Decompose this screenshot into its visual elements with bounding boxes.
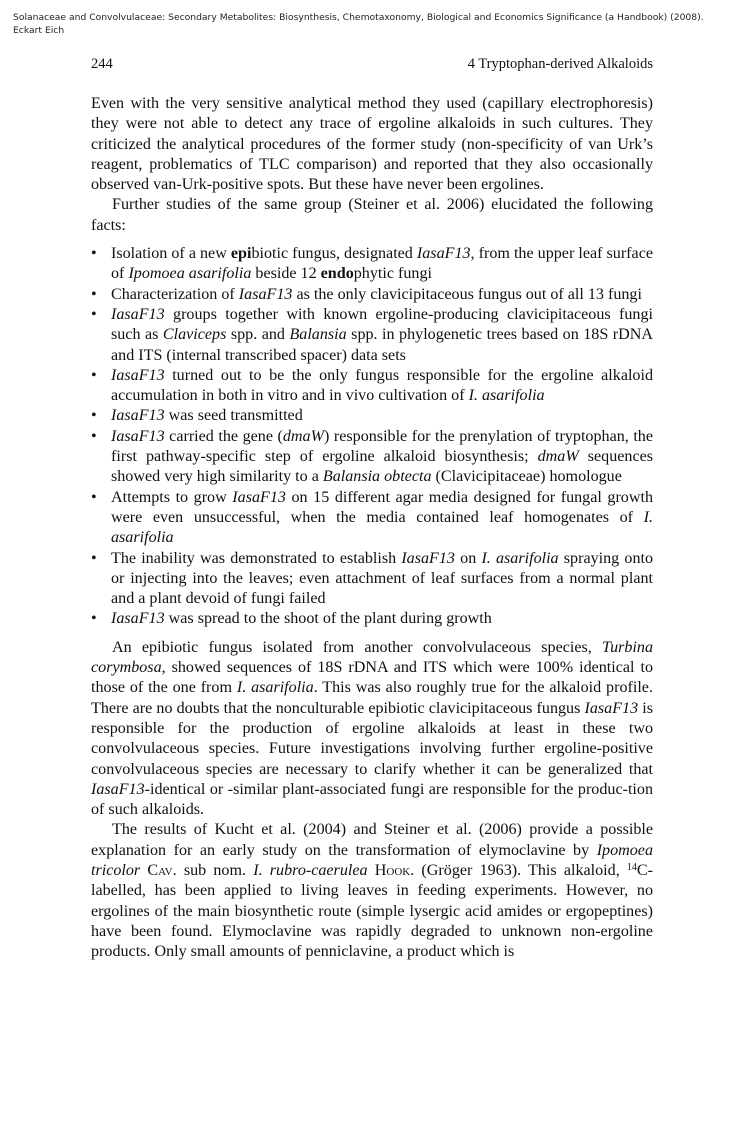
italic-term: IasaF13 xyxy=(416,245,471,263)
text-run: beside 12 xyxy=(251,265,321,283)
text-run: biotic fungus, designated xyxy=(251,245,417,263)
italic-term: IasaF13 xyxy=(111,407,165,425)
italic-term: dmaW xyxy=(282,427,324,445)
italic-term: Balansia obtecta xyxy=(322,468,432,486)
bullet-marker: • xyxy=(91,245,97,263)
text-run: as the only clavicipitaceous fungus out of all 13 fungi xyxy=(292,285,642,303)
text-run: An epibiotic fungus isolated from another convolvulaceous species, xyxy=(112,638,603,656)
chapter-title: 4 Tryptophan-derived Alkaloids xyxy=(467,56,653,72)
text-run: (Gröger 1963). This alkaloid, xyxy=(414,861,627,879)
text-run: spp. in phylogenetic trees based on 18S rDNA and ITS (internal transcribed spacer) data sets xyxy=(111,326,654,364)
bullet-marker: • xyxy=(91,427,97,445)
bullet-marker: • xyxy=(91,610,97,628)
paragraph-3 xyxy=(91,638,653,821)
bullet-marker: • xyxy=(91,366,97,384)
italic-term: IasaF13 xyxy=(584,699,639,717)
paragraph-1: Even with the very sensitive analytical method they used (capillary electrophoresis) they were not able to detect any trace of ergoline alkaloids in such cultures. They criticized the analytical procedures of the former study (non-specificity of van Urk’s reagent, problematics of TLC comparison) and reported that they also occasionally observed van-Urk-positive spots. But these have never been ergolines. xyxy=(91,95,653,194)
text-run: was seed transmitted xyxy=(164,407,303,425)
list-item xyxy=(91,406,653,426)
page-body xyxy=(91,94,653,962)
text-run xyxy=(368,862,375,879)
list-item xyxy=(91,244,653,285)
italic-term: I. asarifolia xyxy=(481,549,559,567)
bullet-marker: • xyxy=(91,488,97,506)
italic-term: IasaF13 xyxy=(111,366,165,384)
bullet-marker: • xyxy=(91,285,97,303)
text-run: The inability was demonstrated to establish xyxy=(111,549,402,567)
text-run: (Clavicipitaceae) homologue xyxy=(431,468,622,486)
text-run: C-labelled, has been applied to living leaves in feeding experiments. However, no ergolines of the main biosynthetic route (simple lysergic acid amides or ergopeptines) have been found. Elymoclavine was rapidly degraded to unknown non-ergoline products. Only small amounts of penniclavine, a product which is xyxy=(91,861,654,961)
list-item xyxy=(91,427,653,488)
text-run: ) responsible for the prenylation of tryptophan, the first pathway-specific step of ergoline alkaloid biosynthesis; xyxy=(111,427,653,466)
facts-list xyxy=(91,244,653,630)
paragraph-4 xyxy=(91,820,653,962)
text-run: , showed sequences of 18S rDNA and ITS which were 100% identical to those of the one from xyxy=(91,659,653,697)
text-run: was spread to the shoot of the plant during growth xyxy=(164,610,492,628)
italic-term: Balansia xyxy=(289,326,347,344)
text-run: phytic fungi xyxy=(353,265,432,283)
italic-term: IasaF13 xyxy=(232,488,286,506)
bold-term: endo xyxy=(320,265,354,283)
bullet-marker: • xyxy=(91,407,97,425)
page-number: 244 xyxy=(91,56,113,72)
bold-term: epi xyxy=(230,245,252,263)
text-run: turned out to be the only fungus responsible for the ergoline alkaloid accumulation in both in vitro and in vivo cultivation of xyxy=(111,366,653,405)
text-run: Characterization of xyxy=(111,285,239,303)
text-run: spp. and xyxy=(226,326,290,344)
author-abbrev: Cav. xyxy=(147,861,177,879)
running-head xyxy=(91,55,653,73)
isotope-superscript: 14 xyxy=(626,861,637,873)
italic-term: IasaF13 xyxy=(401,549,455,567)
text-run: is responsible for the production of ergoline alkaloids at least in these two convolvulaceous species. Future investigations involving further ergoline-positive convolvulaceous species are necessary to clarify whether it can be generalized that xyxy=(91,699,653,778)
citation-line-2: Eckart Eich xyxy=(13,25,65,36)
italic-term: IasaF13 xyxy=(111,305,165,323)
text-run: on 15 different agar media designed for fungal growth were even unsuccessful, when the media contained leaf homogenates of xyxy=(111,488,653,526)
italic-term: Ipomoea tricolor xyxy=(91,841,653,879)
italic-term: Claviceps xyxy=(162,326,227,344)
list-item xyxy=(91,285,653,305)
italic-term: IasaF13 xyxy=(111,427,165,445)
italic-term: IasaF13 xyxy=(111,610,165,628)
list-item xyxy=(91,488,653,549)
italic-term: I. asarifolia xyxy=(236,679,314,697)
text-run: . This was also roughly true for the alkaloid profile. There are no doubts that the nonculturable epibiotic clavicipitaceous fungus xyxy=(91,679,653,717)
italic-term: Turbina corymbosa xyxy=(91,638,653,677)
text-run: -identical or -similar plant-associated fungi are responsible for the produc-tion of such alkaloids. xyxy=(91,780,653,819)
text-run: on xyxy=(454,549,482,567)
list-item xyxy=(91,609,653,629)
citation-header xyxy=(13,11,738,37)
text-run: , from the upper leaf surface of xyxy=(111,245,653,283)
text-run: sequences showed very high similarity to a xyxy=(111,448,653,486)
text-run: Isolation of a new xyxy=(111,245,231,263)
author-abbrev: Hook. xyxy=(374,861,415,879)
paragraph-2: Further studies of the same group (Steiner et al. 2006) elucidated the following facts: xyxy=(91,196,653,234)
italic-term: IasaF13 xyxy=(238,285,293,303)
list-item xyxy=(91,305,653,366)
bullet-marker: • xyxy=(91,305,97,323)
italic-term: I. asarifolia xyxy=(111,508,653,547)
italic-term: I. rubro-caerulea xyxy=(253,861,368,879)
italic-term: IasaF13 xyxy=(91,780,145,798)
italic-term: I. asarifolia xyxy=(468,387,545,405)
text-run: Attempts to grow xyxy=(111,488,233,506)
text-run: groups together with known ergoline-producing clavicipitaceous fungi such as xyxy=(111,305,653,344)
italic-term: Ipomoea asarifolia xyxy=(128,265,252,283)
citation-line-1: Solanaceae and Convolvulaceae: Secondary Metabolites: Biosynthesis, Chemotaxonomy, Biological and Economics Significance (a Handbook) (2008). xyxy=(13,12,704,23)
list-item xyxy=(91,366,653,407)
text-run: sub nom. xyxy=(176,861,254,879)
list-item xyxy=(91,549,653,610)
text-run: spraying onto or injecting into the leaves; even attachment of leaf surfaces from a normal plant and a plant devoid of fungi failed xyxy=(111,549,654,608)
bullet-marker: • xyxy=(91,549,97,567)
text-run: The results of Kucht et al. (2004) and Steiner et al. (2006) provide a possible explanation for an early study on the transformation of elymoclavine by xyxy=(91,821,653,859)
italic-term: dmaW xyxy=(537,448,579,466)
text-run: carried the gene ( xyxy=(164,427,283,445)
